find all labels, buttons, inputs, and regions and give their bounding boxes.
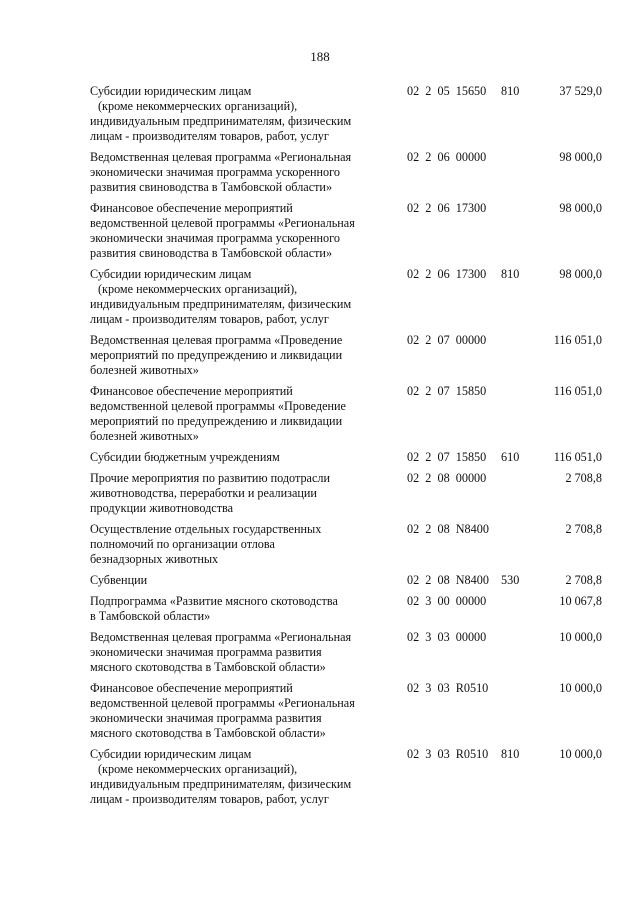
table-row: [0, 384, 640, 444]
row-expense-type: 610: [501, 450, 520, 464]
row-amount: 10 000,0: [559, 630, 602, 644]
table-row: [0, 150, 640, 195]
row-name-line: ведомственной целевой программы «Проведение: [90, 399, 346, 413]
row-name: [90, 450, 390, 465]
row-expense-type: 810: [501, 747, 520, 761]
row-code: 02 2 08 00000: [407, 471, 487, 485]
row-name-line: животноводства, переработки и реализации: [90, 486, 317, 500]
row-name-line: Субсидии бюджетным учреждениям: [90, 450, 280, 464]
row-code: 02 2 06 17300: [407, 267, 487, 281]
row-name: [90, 471, 390, 516]
row-name-line: Финансовое обеспечение мероприятий: [90, 681, 293, 695]
row-name-line: (кроме некоммерческих организаций),: [98, 762, 298, 776]
row-name-line: развития свиноводства в Тамбовской области»: [90, 246, 333, 260]
row-amount: 2 708,8: [565, 573, 602, 587]
row-code: 02 2 05 15650: [407, 84, 487, 98]
table-row: [0, 201, 640, 261]
row-name-line: лицам - производителям товаров, работ, услуг: [90, 129, 329, 143]
row-code: 02 3 03 R0510: [407, 681, 489, 695]
row-name-line: Субсидии юридическим лицам: [90, 747, 252, 761]
row-name-line: экономически значимая программа развития: [90, 645, 322, 659]
row-name: [90, 573, 390, 588]
row-name: [90, 201, 390, 261]
row-name-line: мероприятий по предупреждению и ликвидации: [90, 414, 343, 428]
budget-table: [0, 84, 640, 813]
row-name: [90, 747, 390, 807]
row-name: [90, 522, 390, 567]
row-name-line: экономически значимая программа развития: [90, 711, 322, 725]
row-code: 02 2 06 17300: [407, 201, 487, 215]
row-name-line: Ведомственная целевая программа «Проведение: [90, 333, 343, 347]
row-name-line: (кроме некоммерческих организаций),: [98, 282, 298, 296]
row-name-line: болезней животных»: [90, 363, 199, 377]
row-code: 02 2 07 15850: [407, 450, 487, 464]
table-row: [0, 594, 640, 624]
row-name-line: индивидуальным предпринимателям, физическим: [90, 114, 352, 128]
row-name-line: в Тамбовской области»: [90, 609, 211, 623]
row-name-line: Ведомственная целевая программа «Региональная: [90, 630, 352, 644]
row-name-line: полномочий по организации отлова: [90, 537, 275, 551]
row-name: [90, 630, 390, 675]
row-name-line: Субсидии юридическим лицам: [90, 84, 252, 98]
row-name-line: мероприятий по предупреждению и ликвидации: [90, 348, 343, 362]
row-name-line: индивидуальным предпринимателям, физическим: [90, 297, 352, 311]
row-amount: 98 000,0: [559, 267, 602, 281]
row-name-line: мясного скотоводства в Тамбовской области»: [90, 660, 326, 674]
row-name: [90, 267, 390, 327]
row-code: 02 2 07 15850: [407, 384, 487, 398]
row-amount: 10 000,0: [559, 681, 602, 695]
row-name-line: ведомственной целевой программы «Региональная: [90, 696, 355, 710]
table-row: [0, 450, 640, 465]
row-expense-type: 810: [501, 84, 520, 98]
table-row: [0, 267, 640, 327]
row-amount: 98 000,0: [559, 201, 602, 215]
table-row: [0, 681, 640, 741]
row-name: [90, 681, 390, 741]
row-name-line: Финансовое обеспечение мероприятий: [90, 201, 293, 215]
table-row: [0, 471, 640, 516]
row-code: 02 2 06 00000: [407, 150, 487, 164]
row-name-line: Ведомственная целевая программа «Региональная: [90, 150, 352, 164]
row-name-line: Финансовое обеспечение мероприятий: [90, 384, 293, 398]
table-row: [0, 333, 640, 378]
row-name-line: Осуществление отдельных государственных: [90, 522, 322, 536]
row-name-line: экономически значимая программа ускоренного: [90, 231, 340, 245]
page-number: 188: [310, 49, 330, 64]
table-row: [0, 84, 640, 144]
row-name-line: Субвенции: [90, 573, 148, 587]
row-code: 02 2 07 00000: [407, 333, 487, 347]
row-name-line: экономически значимая программа ускоренного: [90, 165, 340, 179]
row-name-line: (кроме некоммерческих организаций),: [98, 99, 298, 113]
table-row: [0, 747, 640, 807]
row-code: 02 3 03 R0510: [407, 747, 489, 761]
row-name: [90, 333, 390, 378]
row-code: 02 3 03 00000: [407, 630, 487, 644]
row-name-line: развития свиноводства в Тамбовской области»: [90, 180, 333, 194]
row-name-line: болезней животных»: [90, 429, 199, 443]
row-amount: 116 051,0: [553, 333, 602, 347]
row-amount: 37 529,0: [559, 84, 602, 98]
row-name-line: индивидуальным предпринимателям, физическим: [90, 777, 352, 791]
row-amount: 116 051,0: [553, 384, 602, 398]
row-code: 02 2 08 N8400: [407, 522, 489, 536]
row-code: 02 3 00 00000: [407, 594, 487, 608]
row-name-line: продукции животноводства: [90, 501, 234, 515]
row-amount: 98 000,0: [559, 150, 602, 164]
row-amount: 116 051,0: [553, 450, 602, 464]
row-name: [90, 384, 390, 444]
row-name: [90, 150, 390, 195]
row-name-line: безнадзорных животных: [90, 552, 219, 566]
row-amount: 2 708,8: [565, 471, 602, 485]
row-name: [90, 84, 390, 144]
row-name-line: лицам - производителям товаров, работ, услуг: [90, 792, 329, 806]
row-name-line: Прочие мероприятия по развитию подотрасли: [90, 471, 330, 485]
row-name-line: мясного скотоводства в Тамбовской области»: [90, 726, 326, 740]
row-name-line: Подпрограмма «Развитие мясного скотоводства: [90, 594, 338, 608]
row-code: 02 2 08 N8400: [407, 573, 489, 587]
row-amount: 10 067,8: [559, 594, 602, 608]
row-name-line: лицам - производителям товаров, работ, услуг: [90, 312, 329, 326]
row-expense-type: 530: [501, 573, 520, 587]
row-expense-type: 810: [501, 267, 520, 281]
row-amount: 10 000,0: [559, 747, 602, 761]
table-row: [0, 630, 640, 675]
row-amount: 2 708,8: [565, 522, 602, 536]
row-name: [90, 594, 390, 624]
table-row: [0, 522, 640, 567]
row-name-line: ведомственной целевой программы «Региональная: [90, 216, 355, 230]
row-name-line: Субсидии юридическим лицам: [90, 267, 252, 281]
table-row: [0, 573, 640, 588]
